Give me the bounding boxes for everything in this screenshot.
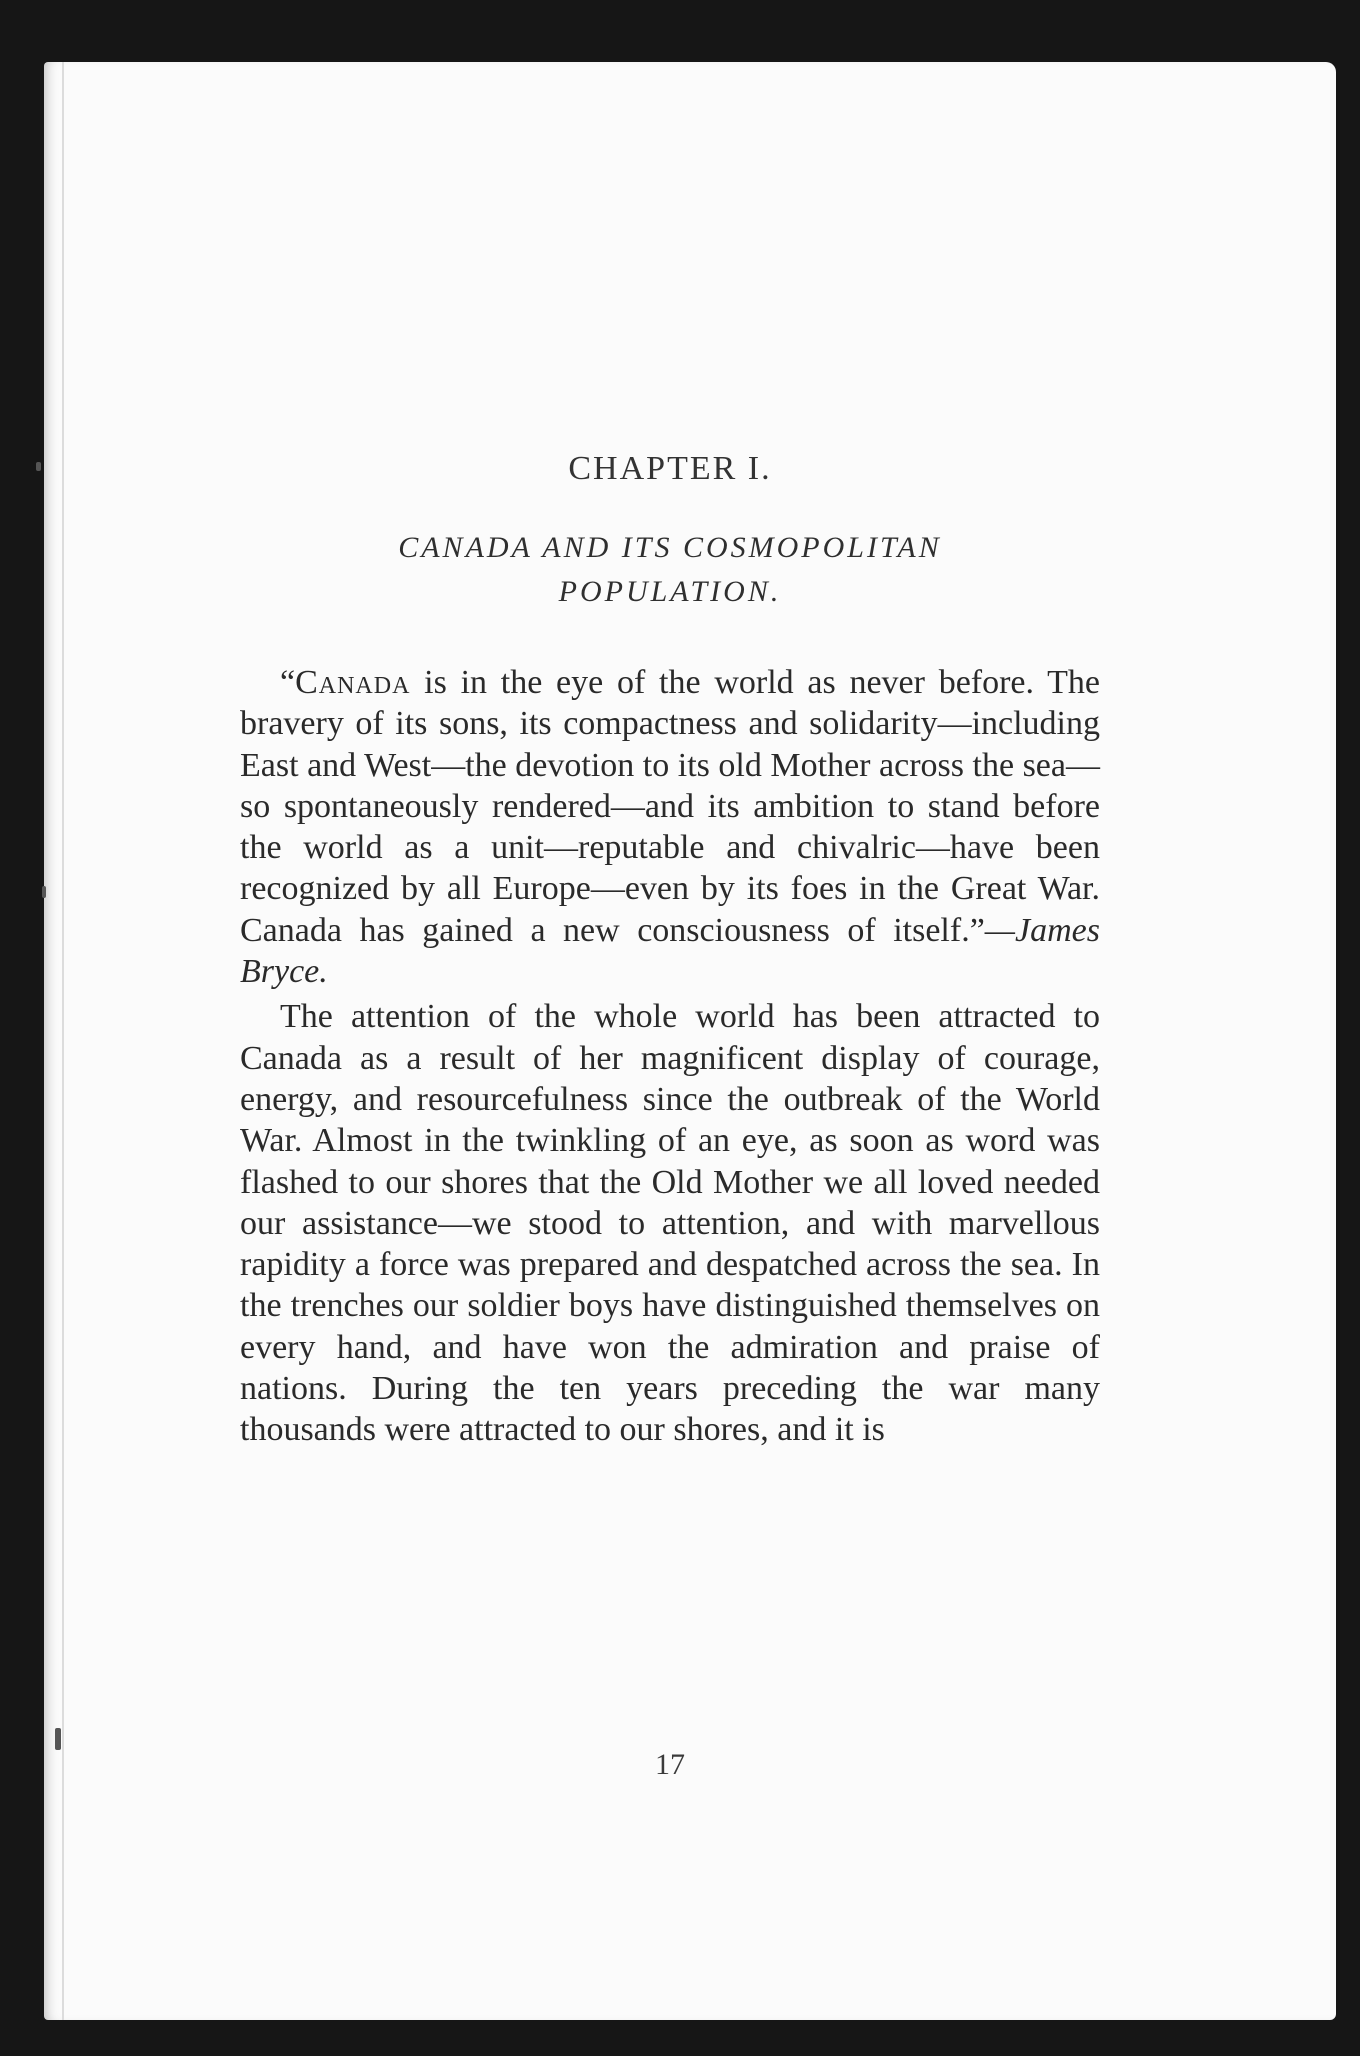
quote-first-word: Canada	[295, 664, 411, 701]
quote-text: is in the eye of the world as never before. The bravery of its sons, its compactness and solidarity—including East and West—the devotion to its old Mother across the sea—so spontaneously rendered—and its ambition to stand before the world as a unit—reputable and chivalric—have been recognized by all Europe—even by its foes in the Great War. Canada has gained a new consciousness of itself.”	[240, 664, 1100, 949]
edge-speck	[55, 1728, 61, 1750]
page-content	[240, 450, 1100, 1451]
edge-speck	[42, 886, 46, 898]
edge-speck	[36, 462, 41, 471]
body-paragraph	[240, 996, 1100, 1450]
quote-attribution: —James Bryce.	[240, 911, 1100, 991]
chapter-subtitle	[240, 526, 1100, 614]
chapter-heading: CHAPTER I.	[568, 450, 772, 487]
chapter-subtitle-line-2: POPULATION.	[558, 575, 782, 608]
page-number: 17	[655, 1748, 685, 1781]
quote-open-mark: “	[280, 664, 296, 701]
body-paragraph-text: The attention of the whole world has been attracted to Canada as a result of her magnificent display of courage, energy, and resourcefulness since the outbreak of the World War. Almost in the twinkling of an eye, as soon as word was flashed to our shores that the Old Mother we all loved needed our assistance—we stood to attention, and with marvellous rapidity a force was prepared and despatched across the sea. In the trenches our soldier boys have distinguished themselves on every hand, and have won the admiration and praise of nations. During the ten years preceding the war many thousands were attracted to our shores, and it is	[240, 998, 1100, 1449]
book-page	[44, 62, 1336, 2020]
epigraph-quote	[240, 662, 1100, 992]
page-gutter-line	[62, 62, 64, 2020]
chapter-subtitle-line-1: CANADA AND ITS COSMOPOLITAN	[398, 531, 942, 564]
